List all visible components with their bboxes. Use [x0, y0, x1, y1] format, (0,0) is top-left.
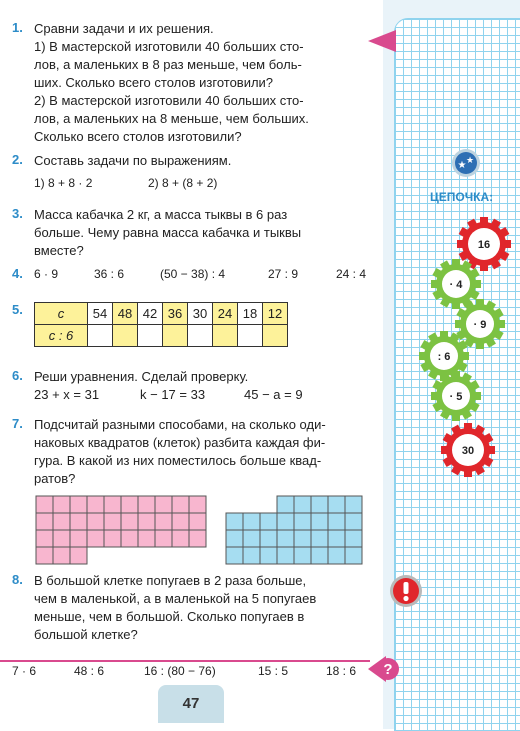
- task-4-number: 4.: [12, 266, 23, 281]
- bottom-expression: 16 : (80 − 76): [144, 664, 216, 678]
- svg-text:★: ★: [457, 160, 467, 171]
- task-1-line: Сколько всего столов изготовили?: [34, 129, 242, 144]
- grid-square: [328, 547, 345, 564]
- blue-figure: [226, 496, 362, 564]
- task-6-equation: 45 − a = 9: [244, 387, 303, 402]
- task-1-number: 1.: [12, 20, 23, 35]
- grid-square: [311, 547, 328, 564]
- task-1-line: лов, а маленьких на 8 меньше, чем больших.: [34, 111, 309, 126]
- grid-square: [138, 496, 155, 513]
- bottom-expression: 15 : 5: [258, 664, 289, 678]
- gear-label: 30: [461, 445, 475, 457]
- grid-square: [53, 547, 70, 564]
- task-6-text: Реши уравнения. Сделай проверку.: [34, 369, 249, 384]
- grid-square: [70, 547, 87, 564]
- grid-square: [260, 530, 277, 547]
- table-cell: 12: [263, 303, 288, 325]
- task-4-expression: 6 · 9: [34, 267, 59, 281]
- grid-square: [277, 530, 294, 547]
- grid-square: [87, 513, 104, 530]
- task-5-number: 5.: [12, 302, 23, 317]
- grid-square: [260, 547, 277, 564]
- grid-square: [311, 530, 328, 547]
- bottom-expression: 48 : 6: [74, 664, 105, 678]
- task-4-expression: 36 : 6: [94, 267, 125, 281]
- task-1-intro: Сравни задачи и их решения.: [34, 21, 214, 36]
- grid-square: [70, 513, 87, 530]
- task-4-expression: 24 : 4: [336, 267, 367, 281]
- grid-square: [294, 530, 311, 547]
- grid-square: [53, 513, 70, 530]
- table-head-cell: c: [35, 303, 88, 325]
- grid-square: [104, 530, 121, 547]
- grid-square: [172, 530, 189, 547]
- table-cell: 24: [213, 303, 238, 325]
- grid-square: [53, 530, 70, 547]
- bottom-expression: 7 · 6: [12, 664, 37, 678]
- stars-icon: [451, 148, 481, 178]
- task-2-number: 2.: [12, 152, 23, 167]
- task-8-line: большой клетке?: [34, 627, 138, 642]
- grid-square: [53, 496, 70, 513]
- grid-square: [172, 513, 189, 530]
- grid-square: [70, 530, 87, 547]
- chain-title: ЦЕПОЧКА:: [430, 190, 494, 204]
- grid-square: [36, 530, 53, 547]
- bottom-expression: 18 : 6: [326, 664, 357, 678]
- grid-square: [138, 513, 155, 530]
- task-3-line: больше. Чему равна масса кабачка и тыквы: [34, 225, 302, 240]
- task-1-line: лов, а маленьких в 8 раз меньше, чем боль-: [34, 57, 302, 72]
- grid-square: [311, 496, 328, 513]
- task-7-line: ратов?: [34, 471, 76, 486]
- grid-square: [121, 513, 138, 530]
- grid-square: [345, 513, 362, 530]
- grid-square: [104, 496, 121, 513]
- grid-square: [36, 547, 53, 564]
- grid-square: [294, 513, 311, 530]
- grid-square: [277, 496, 294, 513]
- task-8-number: 8.: [12, 572, 23, 587]
- grid-square: [226, 530, 243, 547]
- table-cell: 36: [163, 303, 188, 325]
- gear-label: · 4: [449, 279, 463, 291]
- grid-square: [121, 530, 138, 547]
- grid-square: [189, 513, 206, 530]
- task-1-line: 2) В мастерской изготовили 40 больших сто-: [34, 93, 304, 108]
- grid-square: [243, 547, 260, 564]
- bottom-divider: [0, 660, 370, 662]
- task-3-line: вместе?: [34, 243, 84, 258]
- table-cell: 18: [238, 303, 263, 325]
- gear-green: [431, 371, 481, 421]
- task-3-number: 3.: [12, 206, 23, 221]
- svg-text:★: ★: [465, 156, 475, 166]
- svg-text:?: ?: [383, 661, 393, 678]
- task-1-line: 1) В мастерской изготовили 40 больших сто-: [34, 39, 304, 54]
- grid-square: [155, 496, 172, 513]
- task-8-line: чем в маленькой, а в маленькой на 5 попугаев: [34, 591, 317, 606]
- task-7-line: Подсчитай разными способами, на сколько оди-: [34, 417, 326, 432]
- grid-square: [328, 496, 345, 513]
- grid-square: [138, 530, 155, 547]
- grid-square: [155, 530, 172, 547]
- task-2-expression: 1) 8 + 8 · 2: [34, 176, 93, 190]
- grid-square: [294, 547, 311, 564]
- grid-square: [172, 496, 189, 513]
- task-4-expression: (50 − 38) : 4: [160, 267, 226, 281]
- task-7-line: гура. В какой из них поместилось больше квад-: [34, 453, 322, 468]
- task-6-equation: k − 17 = 33: [140, 387, 206, 402]
- grid-square: [87, 496, 104, 513]
- exclamation-icon: [389, 574, 423, 608]
- grid-square: [70, 496, 87, 513]
- gear-label: · 5: [449, 391, 463, 403]
- grid-square: [260, 513, 277, 530]
- task-2-text: Составь задачи по выражениям.: [34, 153, 232, 168]
- gear-chain: [396, 210, 520, 490]
- grid-square: [87, 530, 104, 547]
- grid-square: [328, 530, 345, 547]
- grid-square: [36, 513, 53, 530]
- grid-square: [189, 496, 206, 513]
- table-head-cell: c : 6: [35, 325, 88, 347]
- grid-square: [345, 530, 362, 547]
- task-6-equation: 23 + x = 31: [34, 387, 100, 402]
- task-3-line: Масса кабачка 2 кг, а масса тыквы в 6 раз: [34, 207, 288, 222]
- grid-square: [294, 496, 311, 513]
- table-cell: 30: [188, 303, 213, 325]
- task-8-line: меньше, чем в большой. Сколько попугаев в: [34, 609, 305, 624]
- table-cell: 54: [88, 303, 113, 325]
- task-7-line: наковых квадратов (клеток) разбита каждая фи-: [34, 435, 326, 450]
- gear-label: 16: [477, 239, 491, 251]
- grid-square: [189, 530, 206, 547]
- grid-square: [243, 513, 260, 530]
- grid-square: [311, 513, 328, 530]
- grid-square: [226, 513, 243, 530]
- gear-label: · 9: [473, 319, 487, 331]
- pink-figure: [36, 496, 206, 564]
- grid-square: [328, 513, 345, 530]
- task-2-expression: 2) 8 + (8 + 2): [148, 176, 218, 190]
- grid-square: [36, 496, 53, 513]
- grid-square: [345, 496, 362, 513]
- task-7-number: 7.: [12, 416, 23, 431]
- task-6-number: 6.: [12, 368, 23, 383]
- task-1-line: ших. Сколько всего столов изготовили?: [34, 75, 274, 90]
- table-cell: 48: [113, 303, 138, 325]
- grid-square: [121, 496, 138, 513]
- grid-square: [345, 547, 362, 564]
- gear-red: [441, 423, 495, 477]
- table-cell: 42: [138, 303, 163, 325]
- grid-square: [277, 547, 294, 564]
- grid-square: [277, 513, 294, 530]
- grid-square: [226, 547, 243, 564]
- grid-square: [155, 513, 172, 530]
- grid-square: [243, 530, 260, 547]
- question-icon: [366, 654, 400, 684]
- page-number: 47: [158, 685, 224, 723]
- gear-label: : 6: [437, 351, 451, 363]
- grid-square: [104, 513, 121, 530]
- task-8-line: В большой клетке попугаев в 2 раза больше,: [34, 573, 307, 588]
- task-4-expression: 27 : 9: [268, 267, 299, 281]
